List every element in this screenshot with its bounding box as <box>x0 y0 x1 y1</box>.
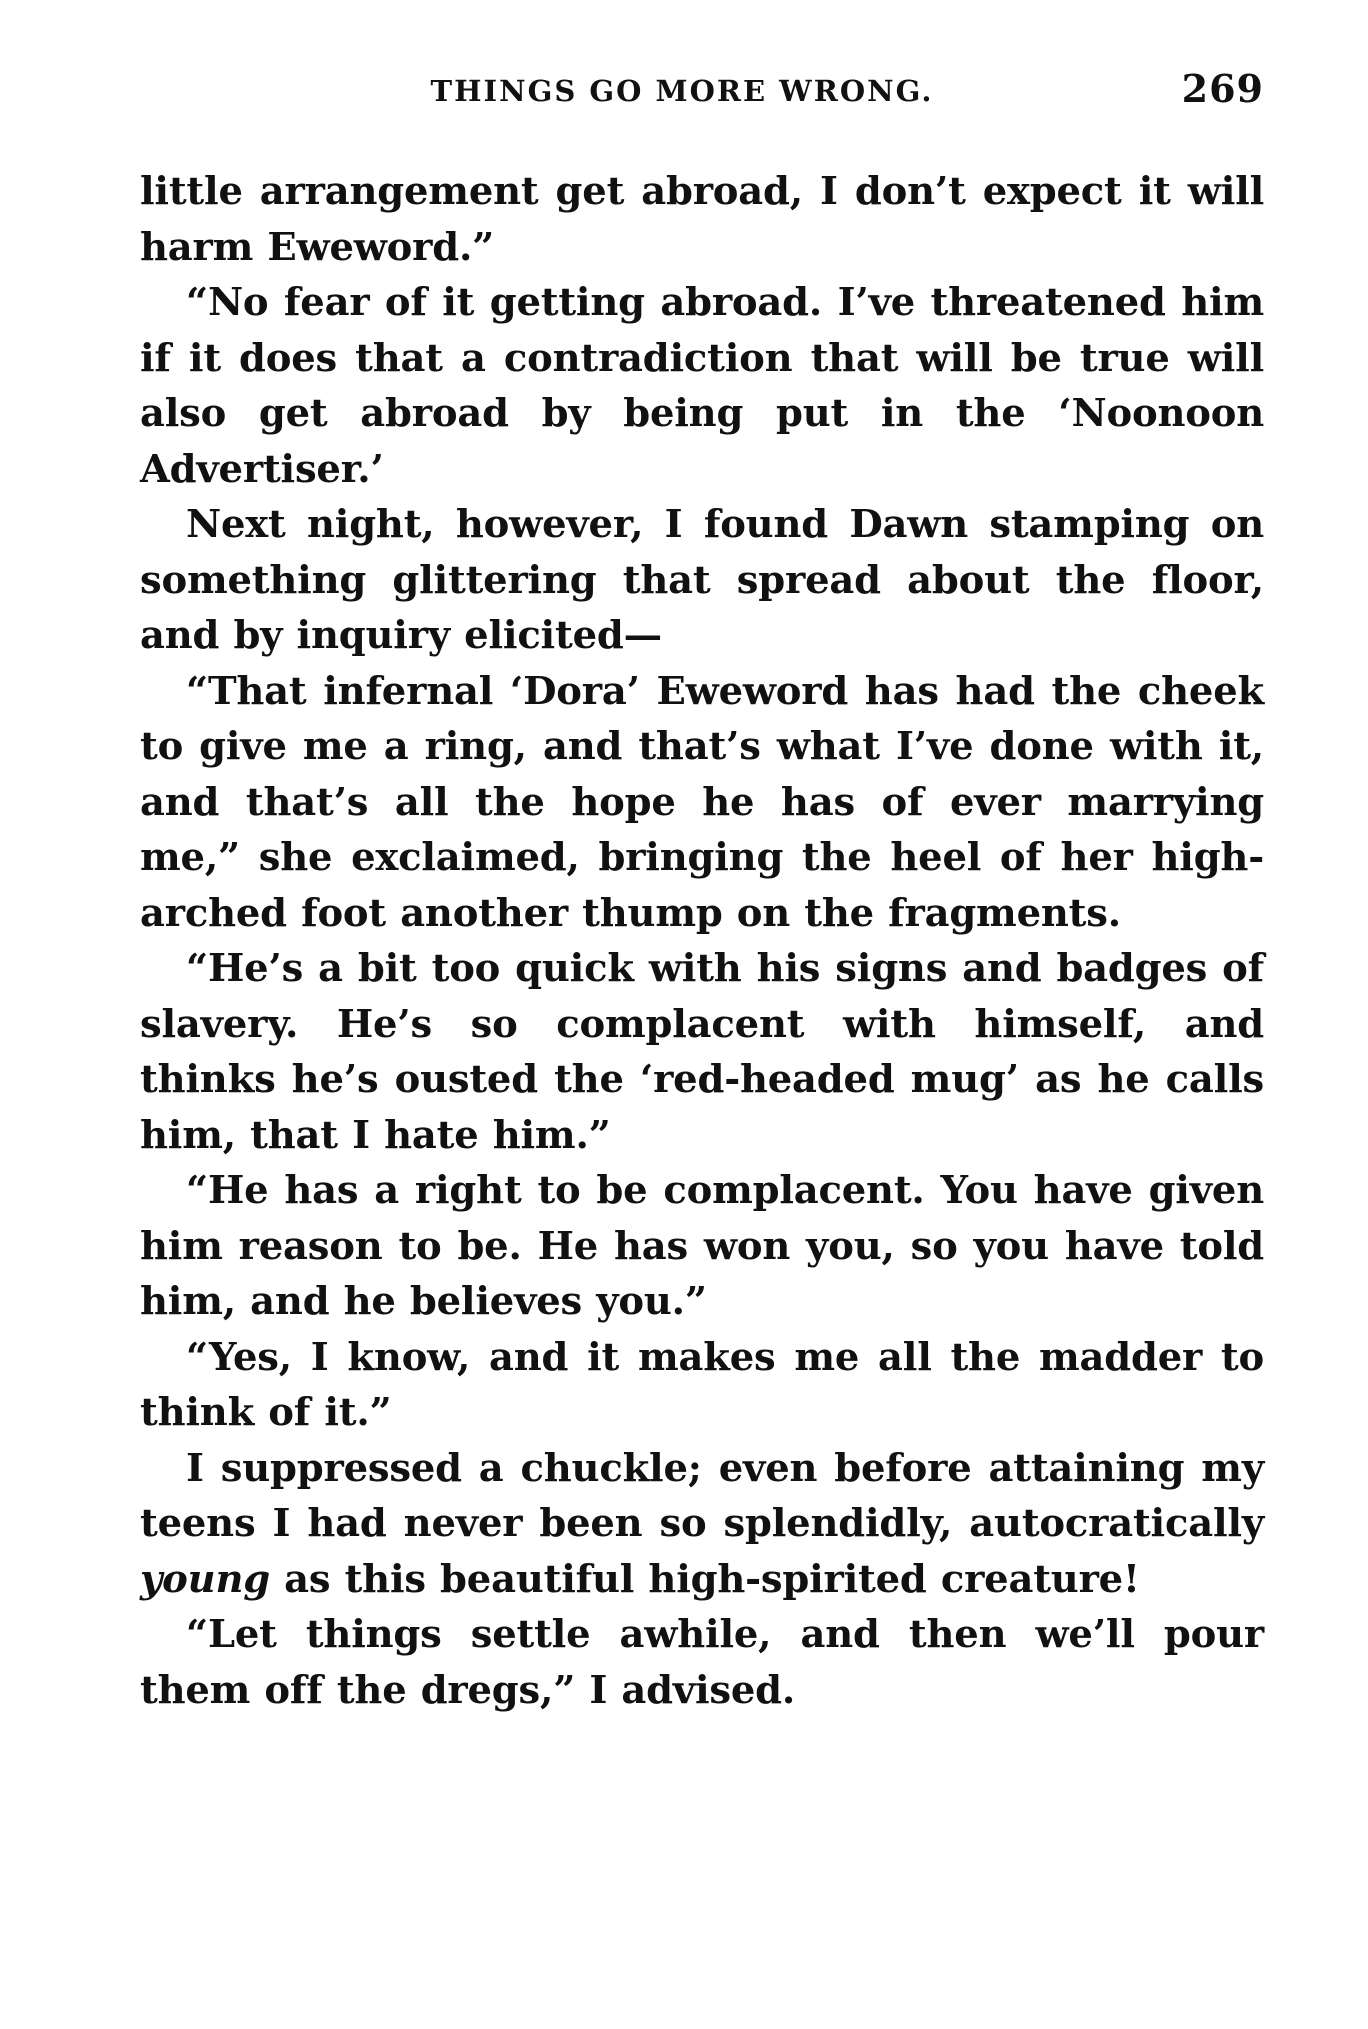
paragraph-7: “Yes, I know, and it makes me all the madder to think of it.” <box>140 1334 1264 1435</box>
paragraph-9: “Let things settle awhile, and then we’ll pour them off the dregs,” I advised. <box>140 1612 1264 1713</box>
book-page <box>140 60 1264 1718</box>
paragraph-8-text-end: as this beautiful high-spirited creature! <box>269 1556 1140 1602</box>
page-number: 269 <box>1181 66 1264 111</box>
paragraph-3: Next night, however, I found Dawn stamping on something glittering that spread about the floor, and by inquiry elicited— <box>140 502 1264 658</box>
paragraph-5: “He’s a bit too quick with his signs and badges of slavery. He’s so complacent with himself, and thinks he’s ousted the ‘red-headed mug’ as he calls him, that I hate him.” <box>140 946 1264 1158</box>
paragraph-8 <box>140 1441 1264 1608</box>
paragraph-8-text-start: I suppressed a chuckle; even before attaining my teens I had never been so splendidly, autocratically <box>140 1445 1264 1546</box>
running-title: THINGS GO MORE WRONG. <box>430 74 934 108</box>
paragraph-1: little arrangement get abroad, I don’t expect it will harm Eweword.” <box>140 169 1264 270</box>
paragraph-4: “That infernal ‘Dora’ Eweword has had the cheek to give me a ring, and that’s what I’ve done with it, and that’s all the hope he has of ever marrying me,” she exclaimed, bringing the heel of her high-arched foot another thump on the fragments. <box>140 668 1264 936</box>
paragraph-2: “No fear of it getting abroad. I’ve threatened him if it does that a contradiction that will be true will also get abroad by being put in the ‘Noonoon Advertiser.’ <box>140 280 1264 492</box>
paragraph-6: “He has a right to be complacent. You have given him reason to be. He has won you, so you have told him, and he believes you.” <box>140 1168 1264 1324</box>
body-text <box>140 164 1264 1718</box>
running-head <box>140 60 1264 120</box>
paragraph-8-italic-word: young <box>140 1556 270 1602</box>
